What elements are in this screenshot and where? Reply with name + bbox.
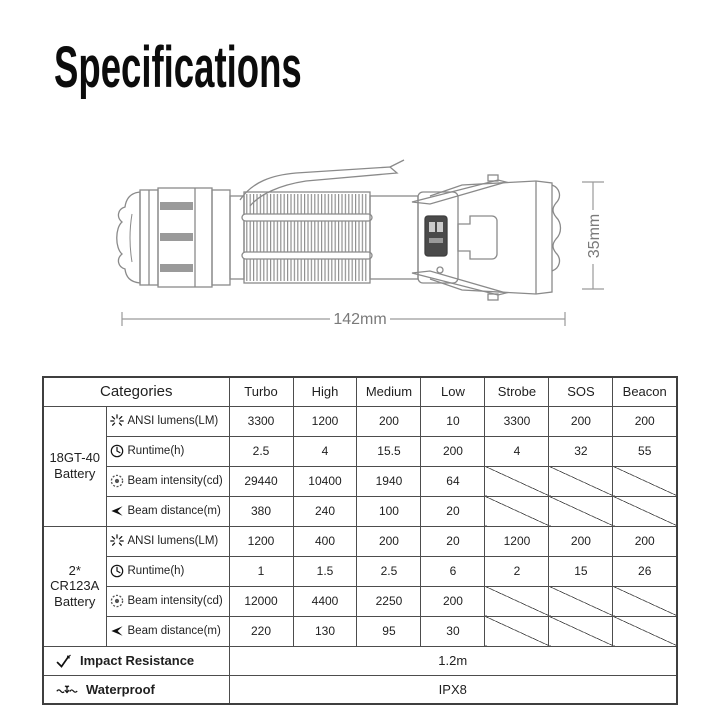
flashlight-diagram: [100, 152, 620, 337]
spec-value-cell: 95: [357, 616, 421, 646]
footer-label: Waterproof: [86, 681, 155, 697]
spec-label-cell: [106, 616, 229, 646]
spec-value-cell: 3300: [485, 406, 549, 436]
not-applicable-cell: [485, 616, 549, 646]
lumens-icon: [110, 414, 124, 428]
spec-value-cell: 55: [613, 436, 677, 466]
spec-value-cell: 15: [549, 556, 613, 586]
not-applicable-cell: [549, 616, 613, 646]
spec-value-cell: 100: [357, 496, 421, 526]
page-title: Specifications: [54, 35, 302, 100]
spec-value-cell: 2.5: [229, 436, 293, 466]
spec-value-cell: 1200: [293, 406, 357, 436]
spec-value-cell: 1940: [357, 466, 421, 496]
spec-label: Runtime(h): [127, 445, 185, 457]
table-row: [43, 436, 677, 466]
beam-intensity-icon: [110, 474, 124, 488]
spec-value-cell: 1200: [229, 526, 293, 556]
spec-label: Beam intensity(cd): [127, 475, 223, 487]
table-row: [43, 675, 677, 704]
spec-value-cell: 32: [549, 436, 613, 466]
table-row: [43, 526, 677, 556]
table-header-row: [43, 377, 677, 406]
flashlight-drawing: [100, 152, 620, 337]
spec-value-cell: 200: [613, 526, 677, 556]
spec-value-cell: 2: [485, 556, 549, 586]
spec-value-cell: 1200: [485, 526, 549, 556]
length-dimension-label: 142mm: [333, 311, 387, 328]
spec-value-cell: 200: [357, 526, 421, 556]
battery-cell-18gt40: [43, 406, 106, 526]
spec-value-cell: 20: [421, 526, 485, 556]
spec-value-cell: 200: [421, 436, 485, 466]
spec-label: Beam distance(m): [127, 625, 221, 637]
impact-resistance-label-cell: [43, 646, 229, 675]
mode-header-beacon: Beacon: [613, 377, 677, 406]
spec-value-cell: 200: [421, 586, 485, 616]
table-row: [43, 646, 677, 675]
spec-value-cell: 380: [229, 496, 293, 526]
spec-value-cell: 200: [613, 406, 677, 436]
spec-value-cell: 1: [229, 556, 293, 586]
spec-value-cell: 30: [421, 616, 485, 646]
height-dimension-label: 35mm: [586, 213, 603, 259]
footer-label: Impact Resistance: [80, 653, 195, 668]
table-row: [43, 496, 677, 526]
battery-line: 18GT-40: [49, 450, 101, 466]
not-applicable-cell: [613, 496, 677, 526]
spec-value-cell: 4400: [293, 586, 357, 616]
not-applicable-cell: [485, 586, 549, 616]
mode-header-sos: SOS: [549, 377, 613, 406]
battery-line: Battery: [54, 466, 96, 481]
spec-value-cell: 12000: [229, 586, 293, 616]
spec-value-cell: 220: [229, 616, 293, 646]
spec-label-cell: [106, 436, 229, 466]
beam-distance-icon: [110, 504, 124, 518]
waterproof-icon: [56, 682, 78, 696]
spec-label-cell: [106, 526, 229, 556]
not-applicable-cell: [485, 496, 549, 526]
runtime-icon: [110, 564, 124, 578]
spec-label: ANSI lumens(LM): [127, 415, 219, 427]
spec-value-cell: 240: [293, 496, 357, 526]
spec-label-cell: [106, 496, 229, 526]
spec-value-cell: 200: [549, 406, 613, 436]
spec-value-cell: 26: [613, 556, 677, 586]
spec-value-cell: 400: [293, 526, 357, 556]
spec-value-cell: 20: [421, 496, 485, 526]
spec-table: [42, 376, 678, 705]
beam-intensity-icon: [110, 594, 124, 608]
spec-value-cell: 15.5: [357, 436, 421, 466]
mode-header-low: Low: [421, 377, 485, 406]
not-applicable-cell: [613, 466, 677, 496]
spec-label: Beam intensity(cd): [127, 595, 223, 607]
spec-label-cell: [106, 406, 229, 436]
not-applicable-cell: [549, 586, 613, 616]
spec-value-cell: 4: [293, 436, 357, 466]
battery-line: CR123A: [50, 578, 100, 594]
table-row: [43, 466, 677, 496]
categories-header: Categories: [43, 377, 229, 406]
spec-value-cell: 200: [549, 526, 613, 556]
spec-label-cell: [106, 556, 229, 586]
battery-line: 2*: [68, 562, 81, 578]
spec-value-cell: 200: [357, 406, 421, 436]
not-applicable-cell: [549, 496, 613, 526]
spec-value-cell: 4: [485, 436, 549, 466]
not-applicable-cell: [549, 466, 613, 496]
lumens-icon: [110, 534, 124, 548]
spec-label-cell: [106, 466, 229, 496]
table-row: [43, 406, 677, 436]
mode-header-turbo: Turbo: [229, 377, 293, 406]
not-applicable-cell: [613, 616, 677, 646]
not-applicable-cell: [613, 586, 677, 616]
mode-header-high: High: [293, 377, 357, 406]
spec-value-cell: 1.5: [293, 556, 357, 586]
spec-value-cell: 10400: [293, 466, 357, 496]
spec-value-cell: 2.5: [357, 556, 421, 586]
spec-value-cell: 2250: [357, 586, 421, 616]
spec-value-cell: 130: [293, 616, 357, 646]
spec-label: Beam distance(m): [127, 505, 221, 517]
waterproof-label-cell: [43, 675, 229, 704]
spec-value-cell: 6: [421, 556, 485, 586]
spec-value-cell: 64: [421, 466, 485, 496]
waterproof-value: IPX8: [229, 675, 677, 704]
battery-cell-cr123a: [43, 526, 106, 646]
spec-value-cell: 10: [421, 406, 485, 436]
spec-label: Runtime(h): [127, 565, 185, 577]
impact-resistance-value: 1.2m: [229, 646, 677, 675]
impact-icon: [56, 654, 72, 668]
mode-header-strobe: Strobe: [485, 377, 549, 406]
battery-line: Battery: [54, 593, 96, 609]
not-applicable-cell: [485, 466, 549, 496]
spec-value-cell: 29440: [229, 466, 293, 496]
spec-label-cell: [106, 586, 229, 616]
table-row: [43, 586, 677, 616]
table-row: [43, 616, 677, 646]
runtime-icon: [110, 444, 124, 458]
beam-distance-icon: [110, 624, 124, 638]
spec-label: ANSI lumens(LM): [127, 535, 219, 547]
spec-value-cell: 3300: [229, 406, 293, 436]
mode-header-medium: Medium: [357, 377, 421, 406]
table-row: [43, 556, 677, 586]
